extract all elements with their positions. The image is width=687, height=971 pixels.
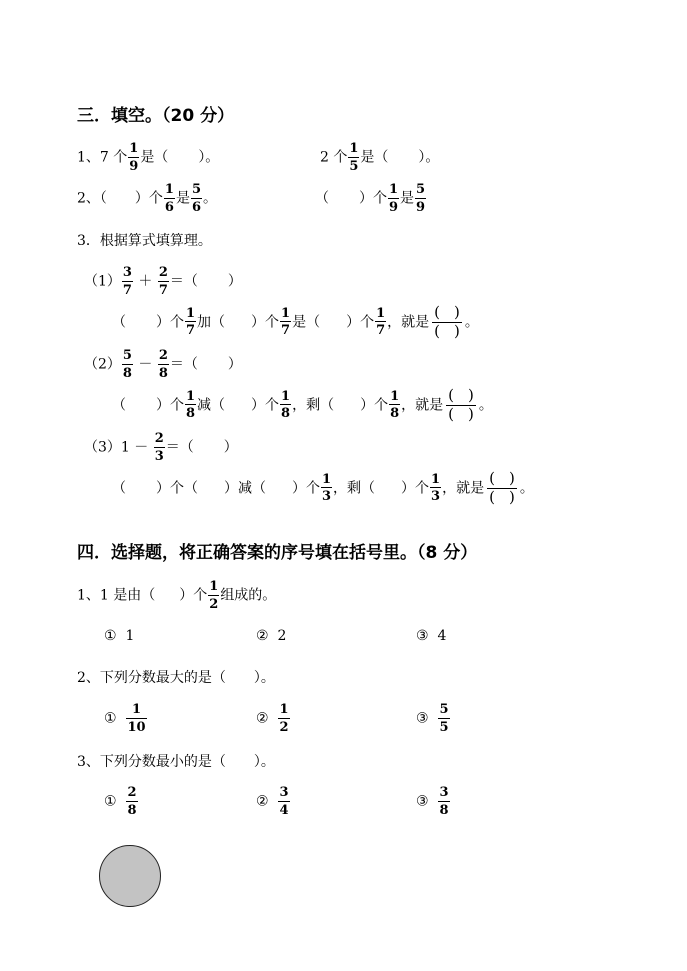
fraction: $\frac{1}{9}$ xyxy=(389,182,399,215)
text: 是（ xyxy=(360,149,389,166)
question-3-2-a xyxy=(77,183,217,214)
text: ＝（ xyxy=(165,439,194,456)
fraction: $\frac{1}{7}$ xyxy=(376,305,386,339)
text: （ xyxy=(112,480,126,497)
fraction: $\frac{2}{3}$ xyxy=(154,431,164,464)
fraction: $\frac{5}{8}$ xyxy=(122,348,132,381)
text: （1） xyxy=(84,273,121,290)
text: ＋ xyxy=(138,273,153,290)
text: 。 xyxy=(478,397,493,414)
text: ） xyxy=(223,439,238,456)
fraction: $\frac{3}{7}$ xyxy=(122,265,132,298)
fraction: $\frac{1}{3}$ xyxy=(431,471,441,505)
text: 是（ xyxy=(140,149,169,166)
option-4-3-a[interactable]: ① $\frac{2}{8}$ xyxy=(104,785,137,818)
fraction: $\frac{5}{6}$ xyxy=(191,182,202,215)
fraction: $\frac{1}{8}$ xyxy=(281,388,291,422)
fraction: $\frac{5}{9}$ xyxy=(416,182,426,215)
fraction: $\frac{1}{9}$ xyxy=(129,141,139,174)
text: 1 xyxy=(120,439,130,456)
text: ）个 xyxy=(251,314,280,331)
section-4-title: 四．选择题，将正确答案的序号填在括号里。（8 分） xyxy=(77,543,478,563)
fraction: $\frac{1}{6}$ xyxy=(164,182,174,215)
text: ，剩（ xyxy=(333,480,376,497)
text: 减（ xyxy=(197,397,226,414)
option-4-1-a[interactable]: ① 1 xyxy=(104,628,135,644)
text: ＝（ xyxy=(169,356,198,373)
problem-1-reason xyxy=(112,305,479,340)
option-4-3-c[interactable]: ③ $\frac{3}{8}$ xyxy=(416,785,449,818)
answer-fraction-blank[interactable]: $\frac{( )}{( )}$ xyxy=(448,386,474,423)
text: 1、1 是由（ xyxy=(77,587,156,604)
question-4-1 xyxy=(77,580,276,611)
text: （ xyxy=(112,397,126,414)
text: ＝（ xyxy=(169,273,198,290)
text: 是 xyxy=(175,190,190,207)
text: ）个 xyxy=(292,480,320,497)
option-4-2-b[interactable]: ② $\frac{1}{2}$ xyxy=(256,702,289,735)
text: － xyxy=(134,439,149,456)
text: 。 xyxy=(464,314,479,331)
section-3-title: 三．填空。（20 分） xyxy=(77,106,235,126)
problem-2-reason xyxy=(112,388,493,423)
gray-circle xyxy=(99,845,161,907)
text: ）个 xyxy=(251,397,280,414)
question-3-3-title: 3．根据算式填算理。 xyxy=(77,233,212,249)
question-3-1-b xyxy=(320,142,439,173)
option-4-3-b[interactable]: ② $\frac{3}{4}$ xyxy=(256,785,289,818)
text: ）个（ xyxy=(156,480,198,497)
text: （3） xyxy=(84,439,121,456)
text: ）个 xyxy=(156,314,184,331)
fraction: $\frac{1}{8}$ xyxy=(390,388,400,422)
text: （2） xyxy=(84,356,121,373)
text: ）。 xyxy=(198,149,220,166)
text: ）个 xyxy=(359,190,387,207)
answer-fraction-blank[interactable]: $\frac{( )}{( )}$ xyxy=(434,303,460,340)
option-4-1-c[interactable]: ③ 4 xyxy=(416,628,447,644)
fraction: $\frac{2}{7}$ xyxy=(158,265,168,298)
problem-1-expr xyxy=(84,266,242,297)
fraction: $\frac{1}{7}$ xyxy=(281,305,291,339)
option-4-1-b[interactable]: ② 2 xyxy=(256,628,287,644)
text: 1、7 个 xyxy=(77,149,128,166)
text: ，就是 xyxy=(442,480,485,497)
text: ）个 xyxy=(156,397,184,414)
problem-3-reason xyxy=(112,471,534,506)
fraction: $\frac{1}{5}$ xyxy=(349,141,359,174)
answer-fraction-blank[interactable]: $\frac{( )}{( )}$ xyxy=(489,469,515,506)
text: （ xyxy=(315,190,329,207)
problem-3-expr xyxy=(84,432,238,463)
option-4-2-c[interactable]: ③ $\frac{5}{5}$ xyxy=(416,702,449,735)
text: ）个 xyxy=(401,480,430,497)
question-4-3: 3、下列分数最小的是（ ）。 xyxy=(77,754,275,770)
text: ）个 xyxy=(134,190,163,207)
problem-2-expr xyxy=(84,349,242,380)
text: 是 xyxy=(400,190,415,207)
text: 2、（ xyxy=(77,190,107,207)
text: ，就是 xyxy=(387,314,430,331)
text: ）个 xyxy=(360,397,389,414)
text: （ xyxy=(112,314,126,331)
fraction: $\frac{1}{8}$ xyxy=(186,388,196,422)
text: ）个 xyxy=(179,587,208,604)
text: ） xyxy=(227,273,242,290)
text: － xyxy=(138,356,153,373)
text: ）。 xyxy=(418,149,440,166)
fraction: $\frac{2}{8}$ xyxy=(158,348,168,381)
fraction: $\frac{1}{7}$ xyxy=(186,305,196,339)
text: ）个 xyxy=(346,314,375,331)
question-3-2-b xyxy=(315,183,427,214)
text: ，剩（ xyxy=(292,397,335,414)
fraction: $\frac{1}{2}$ xyxy=(209,579,219,612)
text: ） xyxy=(227,356,242,373)
text: 。 xyxy=(203,190,218,207)
text: 组成的。 xyxy=(220,587,277,604)
option-4-2-a[interactable]: ① $\frac{1}{10}$ xyxy=(104,702,146,735)
text: ，就是 xyxy=(401,397,444,414)
question-3-1-a xyxy=(77,142,219,173)
fraction: $\frac{1}{3}$ xyxy=(322,471,332,505)
text: ）减（ xyxy=(224,480,266,497)
text: 是（ xyxy=(292,314,321,331)
text: 。 xyxy=(519,480,534,497)
text: 加（ xyxy=(197,314,226,331)
text: 2 个 xyxy=(320,149,348,166)
question-4-2: 2、下列分数最大的是（ ）。 xyxy=(77,670,275,686)
